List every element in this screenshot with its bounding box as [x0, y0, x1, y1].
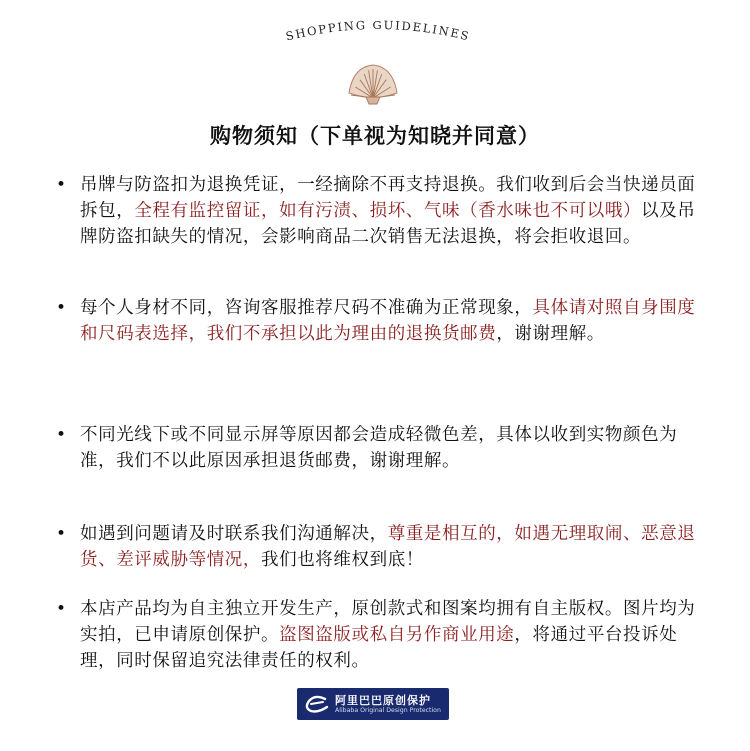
rule-emphasis: 尊重是相互的，如遇无理取闹、恶意退货、差评威胁等情况， [80, 524, 696, 570]
arc-title [0, 0, 750, 70]
rule-segment: 每个人身材不同，咨询客服推荐尺码不准确为正常现象， [80, 298, 533, 318]
svg-text:SHOPPING GUIDELINES [284, 18, 471, 44]
rule-text-1 [80, 172, 706, 250]
rule-segment: 以及吊牌防盗扣缺失的情况，会影响商品二次销售无法退换，将会拒收退回。 [80, 201, 696, 247]
rule-emphasis: 全程有监控留证，如有污渍、损坏、气味（香水味也不可以哦） [134, 201, 642, 221]
badge-name: 阿里巴巴原创保护 [335, 694, 431, 707]
badge-subtitle: Alibaba Original Design Protection [335, 707, 441, 714]
rule-segment: ，将通过平台投诉处理，同时保留追究法律责任的权利。 [80, 625, 678, 671]
rule-segment: 不同光线下或不同显示屏等原因都会造成轻微色差，具体以收到实物颜色为准，我们不以此原因承担退货邮费，谢谢理解。 [80, 425, 678, 471]
rule-segment: 本店产品均为自主独立开发生产，原创款式和图案均拥有自主版权。图片均为实拍，已申请原创保护。 [80, 599, 696, 645]
rule-item-2 [56, 295, 706, 347]
page-heading: 购物须知（下单视为知晓并同意） [210, 123, 540, 148]
rule-item-5 [56, 596, 706, 674]
rule-segment: 吊牌与防盗扣为退换凭证，一经摘除不再支持退换。我们收到后会当快递员面拆包， [80, 175, 696, 221]
bullet: • [56, 425, 67, 445]
rule-item-4 [56, 521, 706, 573]
rule-text-4 [80, 521, 706, 573]
rule-emphasis: 盗图盗版或私自另作商业用途 [279, 625, 515, 645]
rule-text-2 [80, 295, 706, 347]
rule-segment: ，谢谢理解。 [496, 324, 605, 344]
scallop-shell-icon [345, 63, 401, 107]
rule-emphasis: 具体请对照自身围度和尺码表选择，我们不承担以此为理由的退换货邮费 [80, 298, 696, 344]
bullet: • [56, 599, 67, 619]
bullet: • [56, 175, 67, 195]
rule-segment: 如遇到问题请及时联系我们沟通解决， [80, 524, 388, 544]
bullet: • [56, 524, 67, 544]
rule-item-1 [56, 172, 706, 250]
rule-text-5 [80, 596, 706, 674]
rule-text-3 [80, 422, 706, 474]
alibaba-protection-badge [297, 688, 449, 720]
alibaba-e-logo-icon [303, 692, 333, 716]
rule-segment: 我们也将维权到底！ [261, 550, 424, 570]
rule-item-3 [56, 422, 706, 474]
bullet: • [56, 298, 67, 318]
arc-title-text: SHOPPING GUIDELINES [284, 17, 472, 44]
